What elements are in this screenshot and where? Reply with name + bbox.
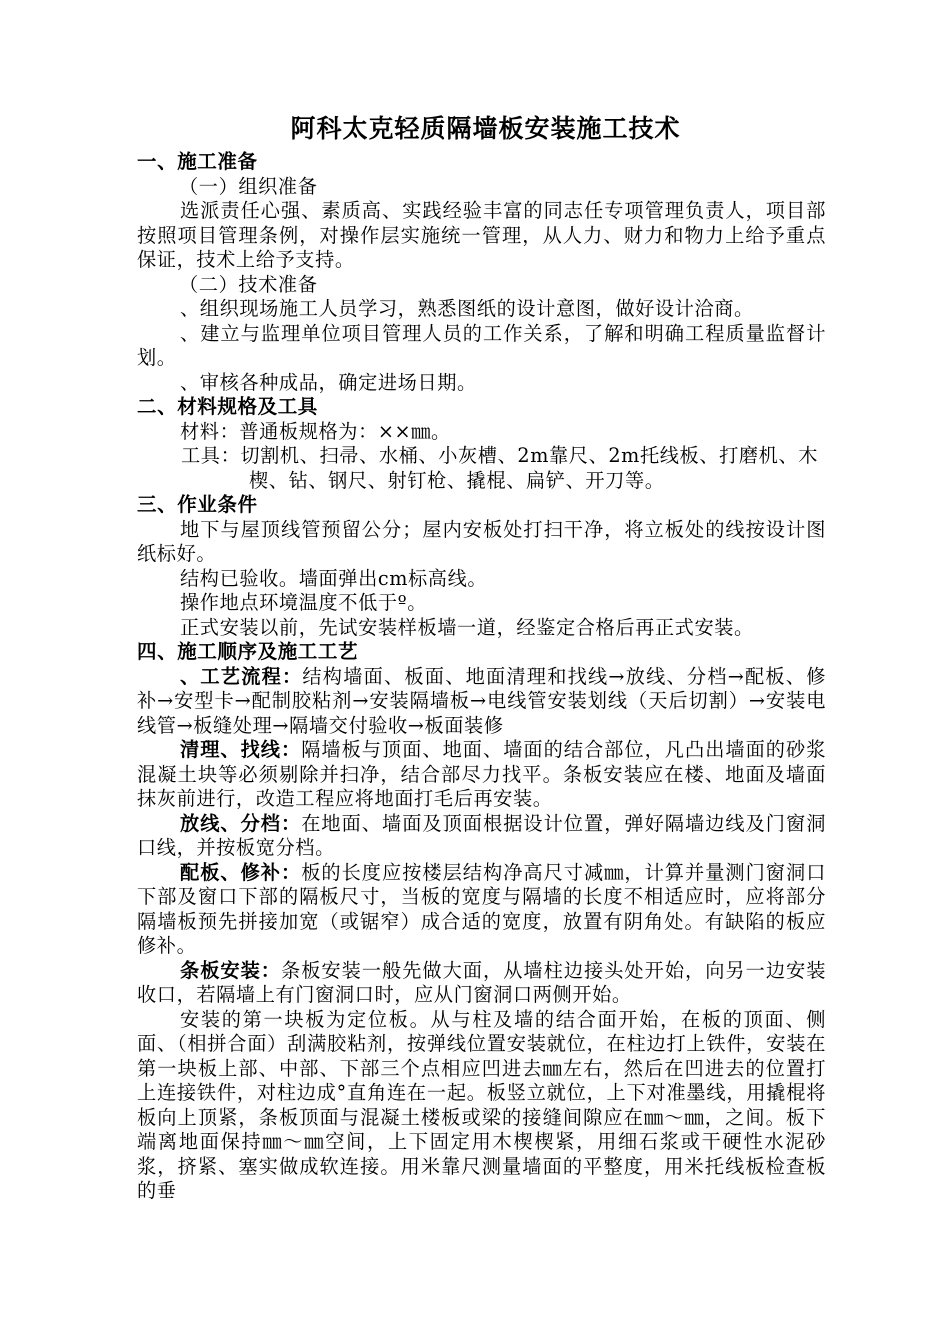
paragraph-process-flow [137,665,826,739]
paragraph-technical-item-3: 、审核各种成品，确定进场日期。 [180,370,477,394]
text-matching: 板的长度应按楼层结构净高尺寸减㎜，计算并量测门窗洞口下部及窗口下部的隔板尺寸，当板的宽度与隔墙的长度不相适应时，应将部分隔墙板预先拼接加宽（或锯窄）成合适的宽度，放置有阴角处。有缺陷的板应修补。 [137,860,826,957]
subheading-technical: （二）技术准备 [179,272,318,296]
paragraph-first-board: 安装的第一块板为定位板。从与柱及墙的结合面开始，在板的顶面、侧面、（相拼合面）刮满胶粘剂，按弹线位置安装就位，在柱边打上铁件，安装在第一块板上部、中部、下部三个点相应凹进去㎜左右，然后在凹进去的位置打上连接铁件，对柱边成°直角连在一起。板竖立就位，上下对准墨线，用撬棍将板向上顶紧，条板顶面与混凝土楼板或梁的接缝间隙应在㎜～㎜，之间。板下端离地面保持㎜～㎜空间，上下固定用木楔楔紧，用细石浆或干硬性水泥砂浆，挤紧、塞实做成软连接。用米靠尺测量墙面的平整度，用米托线板检查板的垂 [137,1007,826,1202]
paragraph-technical-item-1: 、组织现场施工人员学习，熟悉图纸的设计意图，做好设计洽商。 [180,297,754,320]
paragraph-materials: 材料：普通板规格为：××㎜。 [180,419,451,443]
paragraph-condition-3: 操作地点环境温度不低于º。 [180,591,428,614]
lead-installation: 条板安装： [180,958,282,982]
paragraph-installation [137,959,826,1008]
section-heading-materials: 二、材料规格及工具 [137,395,318,418]
text-installation: 条板安装一般先做大面，从墙柱边接头处开始，向另一边安装收口，若隔墙上有门窗洞口时，应从门窗洞口两侧开始。 [137,958,827,1006]
paragraph-cleaning [137,738,826,812]
text-cleaning: 隔墙板与顶面、地面、墙面的结合部位，凡凸出墙面的砂浆混凝土块等必须剔除并扫净，结合部尽力找平。条板安装应在楼、地面及墙面抹灰前进行，改造工程应将地面打毛后再安装。 [137,738,826,810]
paragraph-organization: 选派责任心强、素质高、实践经验丰富的同志任专项管理负责人，项目部按照项目管理条例，对操作层实施统一管理，从人力、财力和物力上给予重点保证，技术上给予支持。 [137,199,826,271]
lead-matching: 配板、修补： [180,860,302,884]
lead-layout: 放线、分档： [180,811,302,835]
paragraph-layout [137,812,826,861]
section-heading-conditions: 三、作业条件 [137,493,258,516]
text-layout: 在地面、墙面及顶面根据设计位置，弹好隔墙边线及门窗洞口线，并按板宽分档。 [137,811,826,859]
section-heading-process: 四、施工顺序及施工工艺 [137,640,359,663]
paragraph-condition-1: 地下与屋顶线管预留公分；屋内安板处打扫干净，将立板处的线按设计图纸标好。 [137,517,826,565]
paragraph-tools: 工具：切割机、扫帚、水桶、小灰槽、2m靠尺、2m托线板、打磨机、木楔、钻、钢尺、射钉枪、撬棍、扁铲、开刀等。 [181,444,819,492]
document-title: 阿科太克轻质隔墙板安装施工技术 [290,114,681,143]
text-process-flow: 结构墙面、板面、地面清理和找线→放线、分档→配板、修补→安型卡→配制胶粘剂→安装隔墙板→电线管安装划线（天后切割）→安装电线管→板缝处理→隔墙交付验收→板面装修 [137,664,826,737]
paragraph-condition-4: 正式安装以前，先试安装样板墙一道，经鉴定合格后再正式安装。 [180,615,754,639]
lead-process-flow: 、工艺流程： [180,664,303,688]
section-heading-preparation: 一、施工准备 [137,150,258,173]
paragraph-matching [137,861,826,959]
paragraph-condition-2: 结构已验收。墙面弹出cm标高线。 [180,566,488,590]
subheading-organization: （一）组织准备 [179,174,318,198]
lead-cleaning: 清理、找线： [180,738,302,761]
paragraph-technical-item-2: 、建立与监理单位项目管理人员的工作关系，了解和明确工程质量监督计划。 [137,321,826,369]
